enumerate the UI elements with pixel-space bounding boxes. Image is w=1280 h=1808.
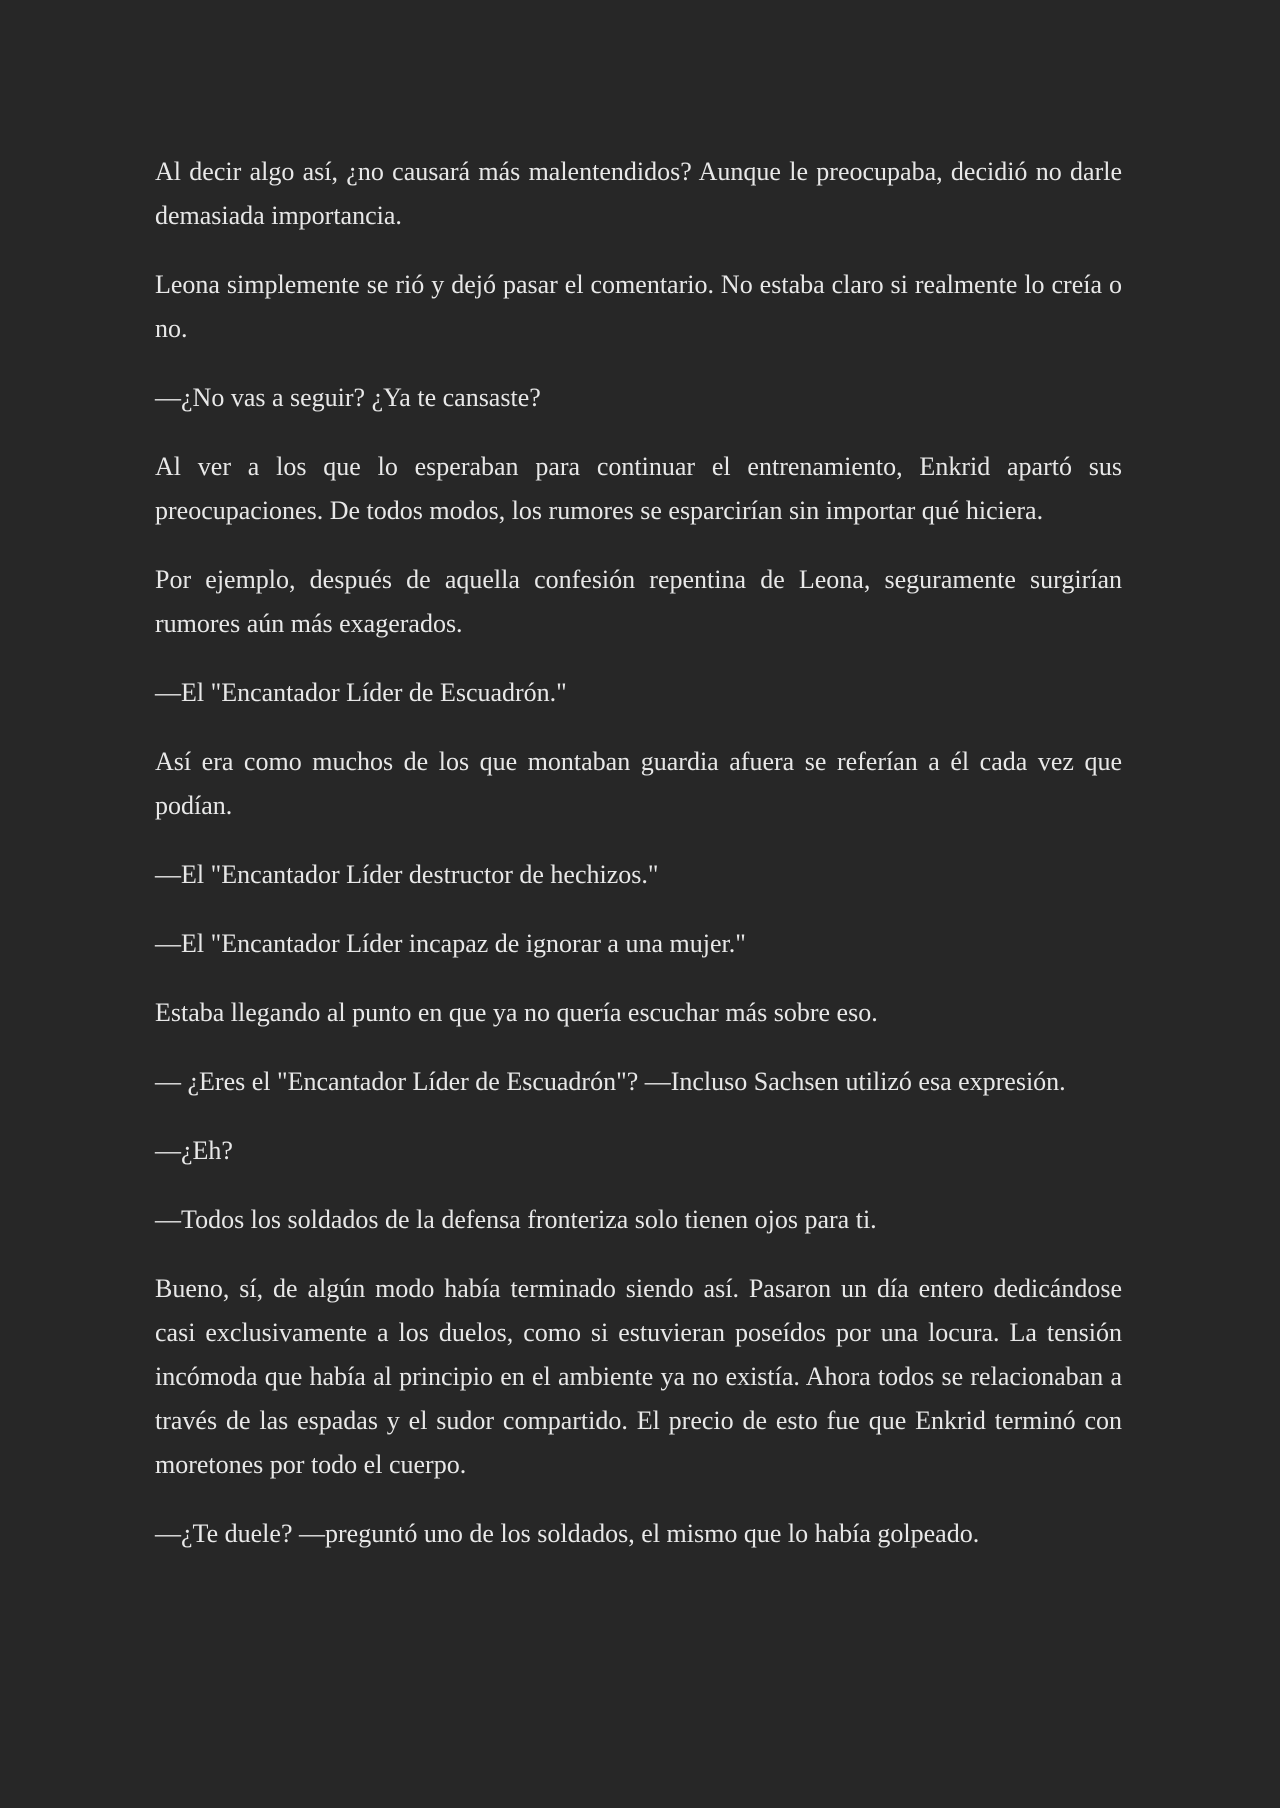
paragraph: —El "Encantador Líder incapaz de ignorar a una mujer." [155,929,746,958]
paragraph: —¿No vas a seguir? ¿Ya te cansaste? [155,383,541,412]
paragraph: Por ejemplo, después de aquella confesión repentina de Leona, seguramente surgirían rumores aún más exagerados. [155,565,1122,638]
paragraph: —¿Te duele? —preguntó uno de los soldados, el mismo que lo había golpeado. [155,1519,980,1548]
paragraph: —Todos los soldados de la defensa fronteriza solo tienen ojos para ti. [155,1205,877,1234]
paragraph: Leona simplemente se rió y dejó pasar el comentario. No estaba claro si realmente lo creía o no. [155,270,1122,343]
chapter-text [155,150,1122,1581]
paragraph: —El "Encantador Líder destructor de hechizos." [155,860,659,889]
paragraph: —¿Eh? [155,1136,233,1165]
paragraph: — ¿Eres el "Encantador Líder de Escuadrón"? —Incluso Sachsen utilizó esa expresión. [155,1067,1066,1096]
paragraph: Así era como muchos de los que montaban guardia afuera se referían a él cada vez que podían. [155,747,1122,820]
paragraph: Al ver a los que lo esperaban para continuar el entrenamiento, Enkrid apartó sus preocupaciones. De todos modos, los rumores se esparcirían sin importar qué hiciera. [155,452,1122,525]
paragraph: Al decir algo así, ¿no causará más malentendidos? Aunque le preocupaba, decidió no darle demasiada importancia. [155,157,1122,230]
paragraph: Bueno, sí, de algún modo había terminado siendo así. Pasaron un día entero dedicándose casi exclusivamente a los duelos, como si estuvieran poseídos por una locura. La tensión incómoda que había al principio en el ambiente ya no existía. Ahora todos se relacionaban a través de las espadas y el sudor compartido. El precio de esto fue que Enkrid terminó con moretones por todo el cuerpo. [155,1274,1122,1479]
paragraph: Estaba llegando al punto en que ya no quería escuchar más sobre eso. [155,998,878,1027]
paragraph: —El "Encantador Líder de Escuadrón." [155,678,567,707]
